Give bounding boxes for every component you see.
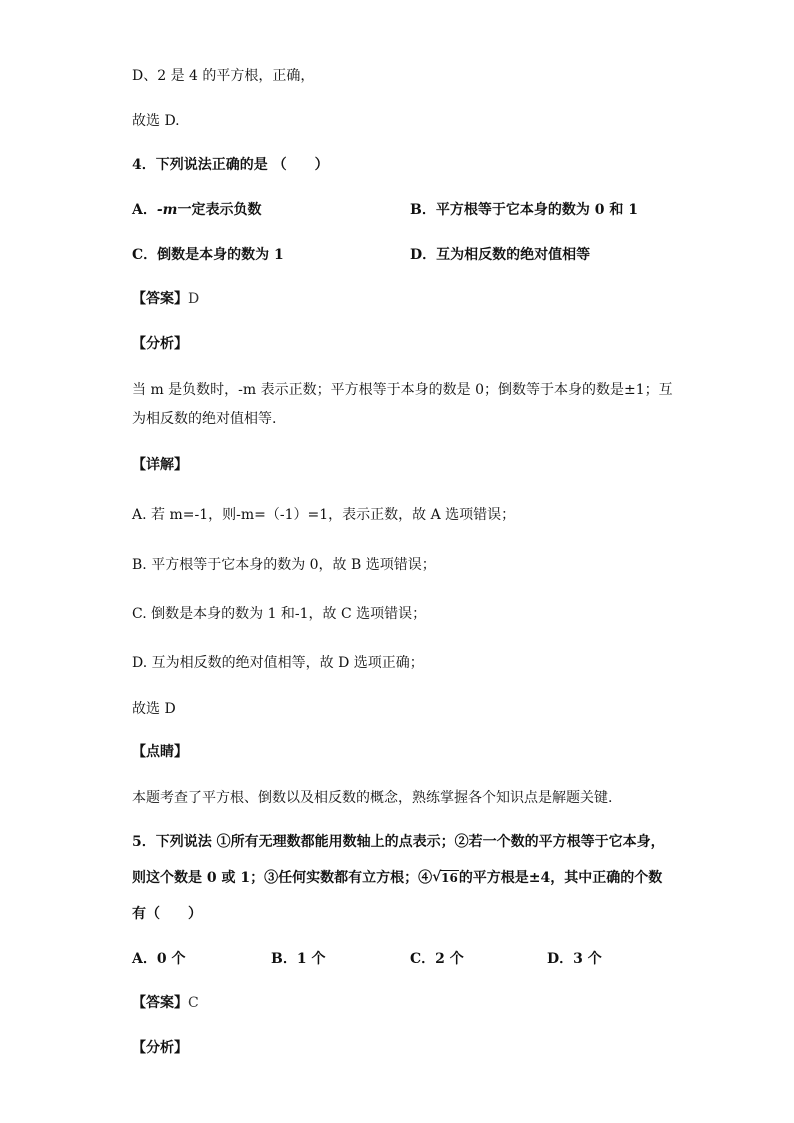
q5-option-c: C．2 个 [410,951,464,967]
answer-5-value: C [188,995,199,1011]
question-4-options-row-2 [132,245,732,265]
solution-d-line: D、2 是 4 的平方根，正确， [132,68,315,84]
choice-line: 故选 D. [132,113,180,129]
comment-text: 本题考查了平方根、倒数以及相反数的概念，熟练掌握各个知识点是解题关键. [132,790,613,806]
question-4-title: 4．下列说法正确的是 （ ） [132,157,329,173]
comment-tag: 【点睛】 [132,744,188,760]
option-b: B．平方根等于它本身的数为 0 和 1 [410,202,638,218]
option-c: C．倒数是本身的数为 1 [132,247,284,263]
answer-5-line [132,993,199,1013]
analysis-text-2: 为相反数的绝对值相等. [132,411,277,427]
analysis-tag: 【分析】 [132,336,188,352]
q5-option-a: A．0 个 [132,951,186,967]
sqrt-expression: √ 16 [432,869,458,885]
question-4-options-row-1 [132,200,732,220]
question-5-line-3: 有（ ） [132,906,202,922]
analysis-5-tag: 【分析】 [132,1040,188,1056]
answer-line [132,289,199,309]
question-5-line-2: 则这个数是 0 或 1；③任何实数都有立方根；④ √ 16的平方根是±4，其中正确的个数 [132,869,663,886]
option-d: D．互为相反数的绝对值相等 [410,247,591,263]
detail-a: A. 若 m=-1，则-m=（-1）=1，表示正数，故 A 选项错误； [132,507,516,523]
answer-5-tag: 【答案】 [132,995,188,1011]
detail-d: D. 互为相反数的绝对值相等，故 D 选项正确； [132,655,424,671]
detail-c: C. 倒数是本身的数为 1 和-1，故 C 选项错误； [132,606,427,622]
analysis-text-1: 当 m 是负数时，-m 表示正数；平方根等于本身的数是 0；倒数等于本身的数是±1；互 [132,382,673,398]
detail-b: B. 平方根等于它本身的数为 0，故 B 选项错误； [132,557,436,573]
detail-choice: 故选 D [132,701,176,717]
answer-value: D [188,291,200,307]
answer-tag: 【答案】 [132,291,188,307]
q5-option-d: D．3 个 [547,951,602,967]
detail-tag: 【详解】 [132,457,188,473]
question-5-line-1: 5．下列说法 ①所有无理数都能用数轴上的点表示；②若一个数的平方根等于它本身， [132,834,665,850]
q5-option-b: B．1 个 [271,951,326,967]
option-a: A．-m一定表示负数 [132,202,262,218]
